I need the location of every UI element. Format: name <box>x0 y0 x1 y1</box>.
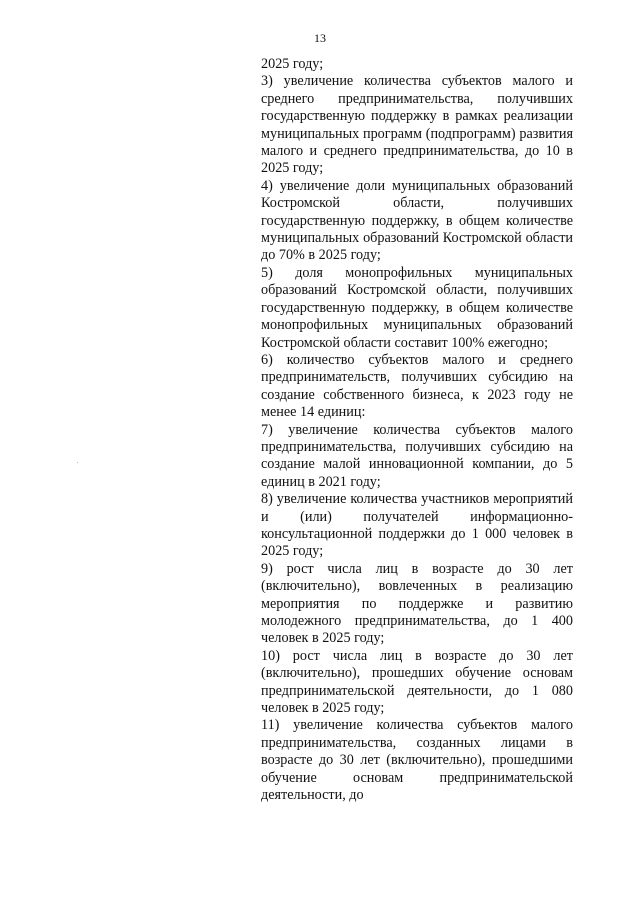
paragraph-item-4: 4) увеличение доли муниципальных образований Костромской области, получивших государственную поддержку, в общем количестве муниципальных образований Костромской области до 70% в 2025 году; <box>261 177 573 264</box>
paragraph-item-7: 7) увеличение количества субъектов малого предпринимательства, получивших субсидию на создание малой инновационной компании, до 5 единиц в 2021 году; <box>261 421 573 490</box>
margin-dot <box>77 462 78 463</box>
paragraph-item-9: 9) рост числа лиц в возрасте до 30 лет (включительно), вовлеченных в реализацию мероприятия по поддержке и развитию молодежного предпринимательства, до 1 400 человек в 2025 году; <box>261 560 573 647</box>
paragraph-item-3: 3) увеличение количества субъектов малого и среднего предпринимательства, получивших государственную поддержку в рамках реализации муниципальных программ (подпрограмм) развития малого и среднего предпринимательства, до 10 в 2025 году; <box>261 73 573 177</box>
paragraph-item-11: 11) увеличение количества субъектов малого предпринимательства, созданных лицами в возрасте до 30 лет (включительно), прошедшими обучение основам предпринимательской деятельности, до <box>261 717 573 804</box>
paragraph-item-5: 5) доля монопрофильных муниципальных образований Костромской области, получивших государственную поддержку, в общем количестве монопрофильных муниципальных образований Костромской области составит 100% ежегодно; <box>261 264 573 351</box>
page-number: 13 <box>314 31 326 45</box>
body-text <box>261 56 573 804</box>
paragraph-continuation: 2025 году; <box>261 56 324 72</box>
paragraph-item-10: 10) рост числа лиц в возрасте до 30 лет (включительно), прошедших обучение основам предпринимательской деятельности, до 1 080 человек в 2025 году; <box>261 647 573 717</box>
paragraph-item-6: 6) количество субъектов малого и среднего предпринимательств, получивших субсидию на создание собственного бизнеса, к 2023 году не менее 14 единиц: <box>261 351 573 421</box>
paragraph-item-8: 8) увеличение количества участников мероприятий и (или) получателей информационно-консультационной поддержки до 1 000 человек в 2025 году; <box>261 491 573 560</box>
